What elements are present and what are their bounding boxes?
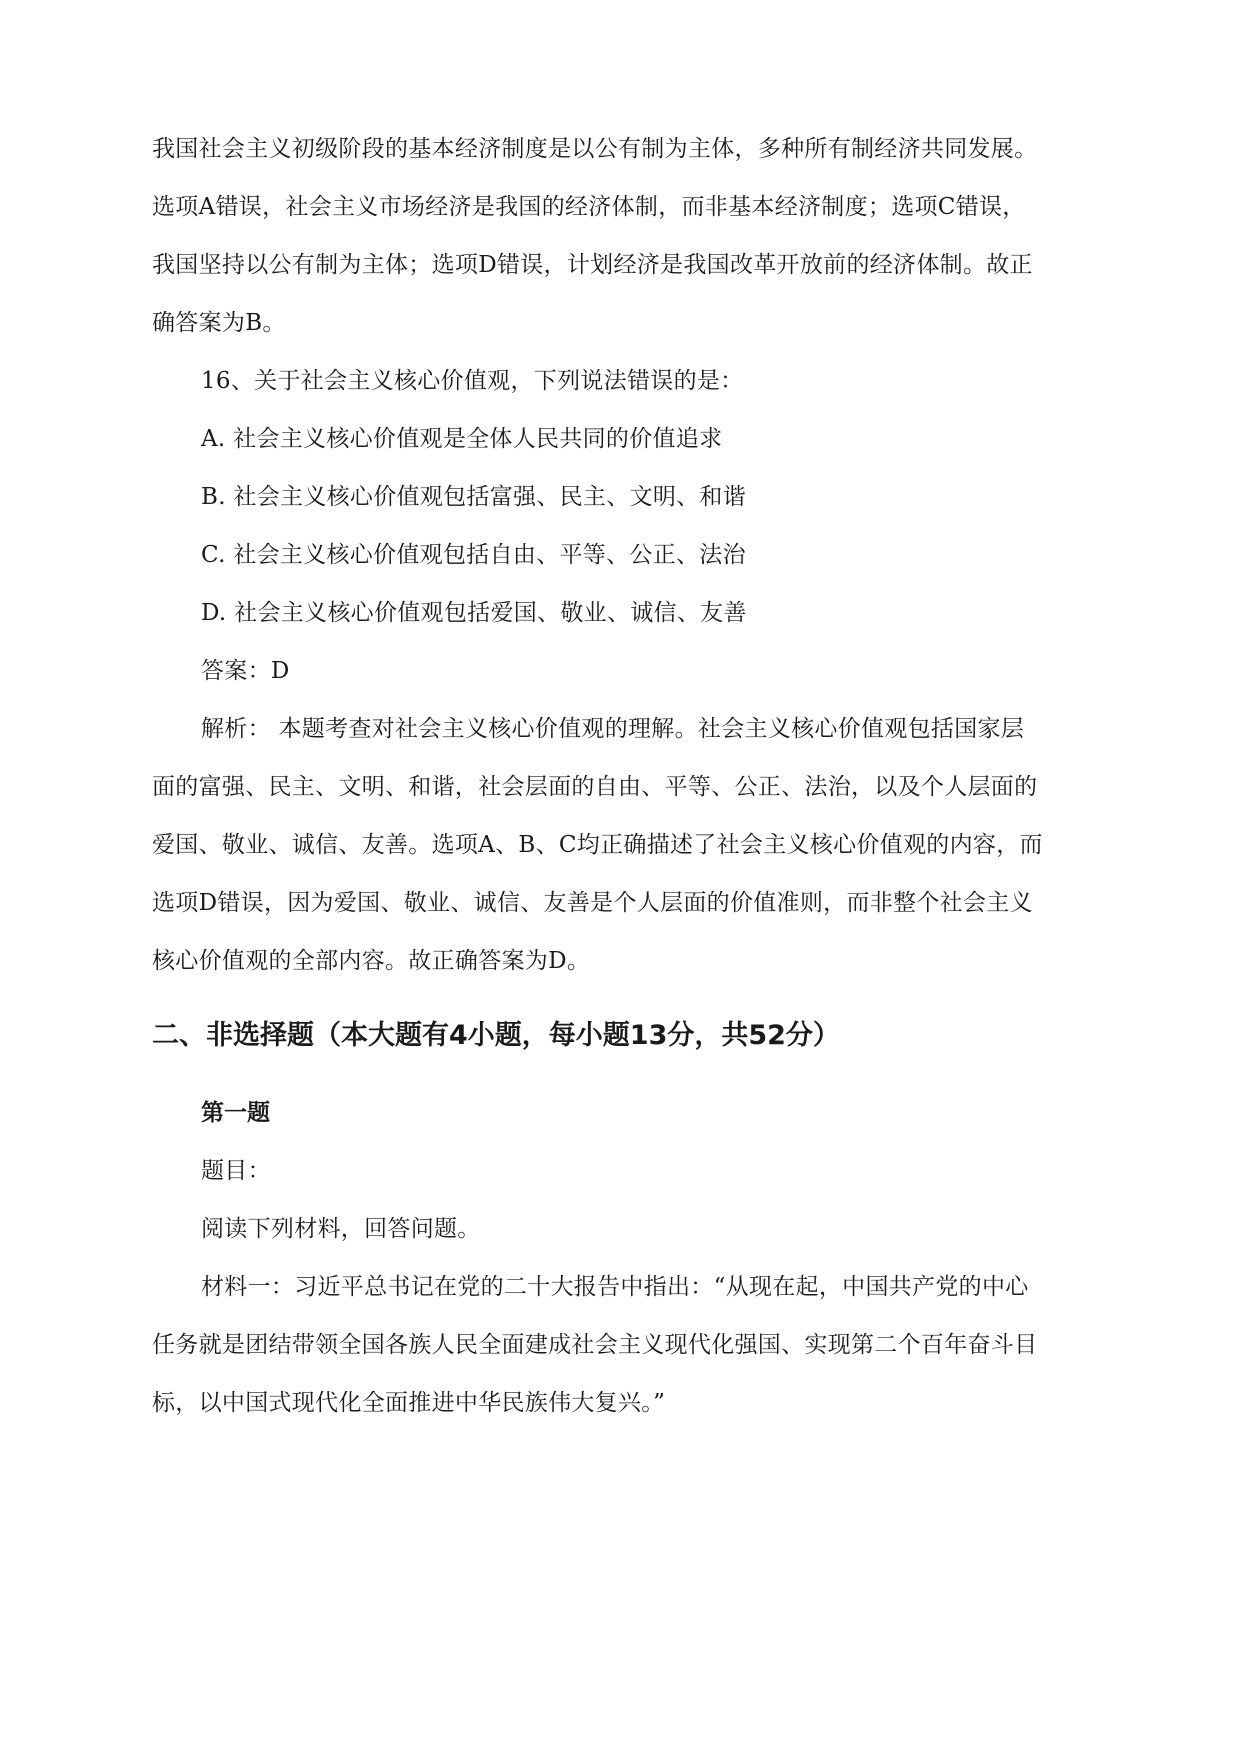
section-2-heading: 二、非选择题（本大题有4小题，每小题13分，共52分） (152, 1020, 840, 1051)
analysis-15-line-2: 选项A错误，社会主义市场经济是我国的经济体制，而非基本经济制度；选项C错误， (152, 194, 1026, 220)
question-16-answer: 答案：D (201, 658, 290, 684)
question-16-option-a: A. 社会主义核心价值观是全体人民共同的价值追求 (201, 426, 723, 452)
analysis-15-line-1: 我国社会主义初级阶段的基本经济制度是以公有制为主体，多种所有制经济共同发展。 (152, 136, 1038, 162)
question-16-analysis-line-1: 解析： 本题考查对社会主义核心价值观的理解。社会主义核心价值观包括国家层 (201, 716, 1025, 742)
section-2-q1-material-line-3: 标，以中国式现代化全面推进中华民族伟大复兴。” (152, 1390, 666, 1416)
question-16-option-b: B. 社会主义核心价值观包括富强、民主、文明、和谐 (201, 484, 747, 510)
question-16-analysis-line-4: 选项D错误，因为爱国、敬业、诚信、友善是个人层面的价值准则，而非整个社会主义 (152, 890, 1033, 916)
section-2-q1-instruction: 阅读下列材料，回答问题。 (201, 1216, 481, 1242)
question-16-analysis-line-5: 核心价值观的全部内容。故正确答案为D。 (152, 948, 591, 974)
question-16-analysis-line-2: 面的富强、民主、文明、和谐，社会层面的自由、平等、公正、法治，以及个人层面的 (152, 774, 1038, 800)
question-16-stem: 16、关于社会主义核心价值观，下列说法错误的是： (201, 368, 744, 394)
analysis-15-line-4: 确答案为B。 (152, 310, 286, 336)
question-16-option-d: D. 社会主义核心价值观包括爱国、敬业、诚信、友善 (201, 600, 747, 626)
analysis-15-line-3: 我国坚持以公有制为主体；选项D错误，计划经济是我国改革开放前的经济体制。故正 (152, 252, 1033, 278)
question-16-option-c: C. 社会主义核心价值观包括自由、平等、公正、法治 (201, 542, 746, 568)
section-2-q1-label: 题目： (201, 1158, 271, 1184)
section-2-q1-title: 第一题 (201, 1100, 270, 1126)
section-2-q1-material-line-2: 任务就是团结带领全国各族人民全面建成社会主义现代化强国、实现第二个百年奋斗目 (152, 1332, 1038, 1358)
question-16-analysis-line-3: 爱国、敬业、诚信、友善。选项A、B、C均正确描述了社会主义核心价值观的内容，而 (152, 832, 1043, 858)
section-2-q1-material-line-1: 材料一：习近平总书记在党的二十大报告中指出：“从现在起，中国共产党的中心 (201, 1274, 1029, 1300)
